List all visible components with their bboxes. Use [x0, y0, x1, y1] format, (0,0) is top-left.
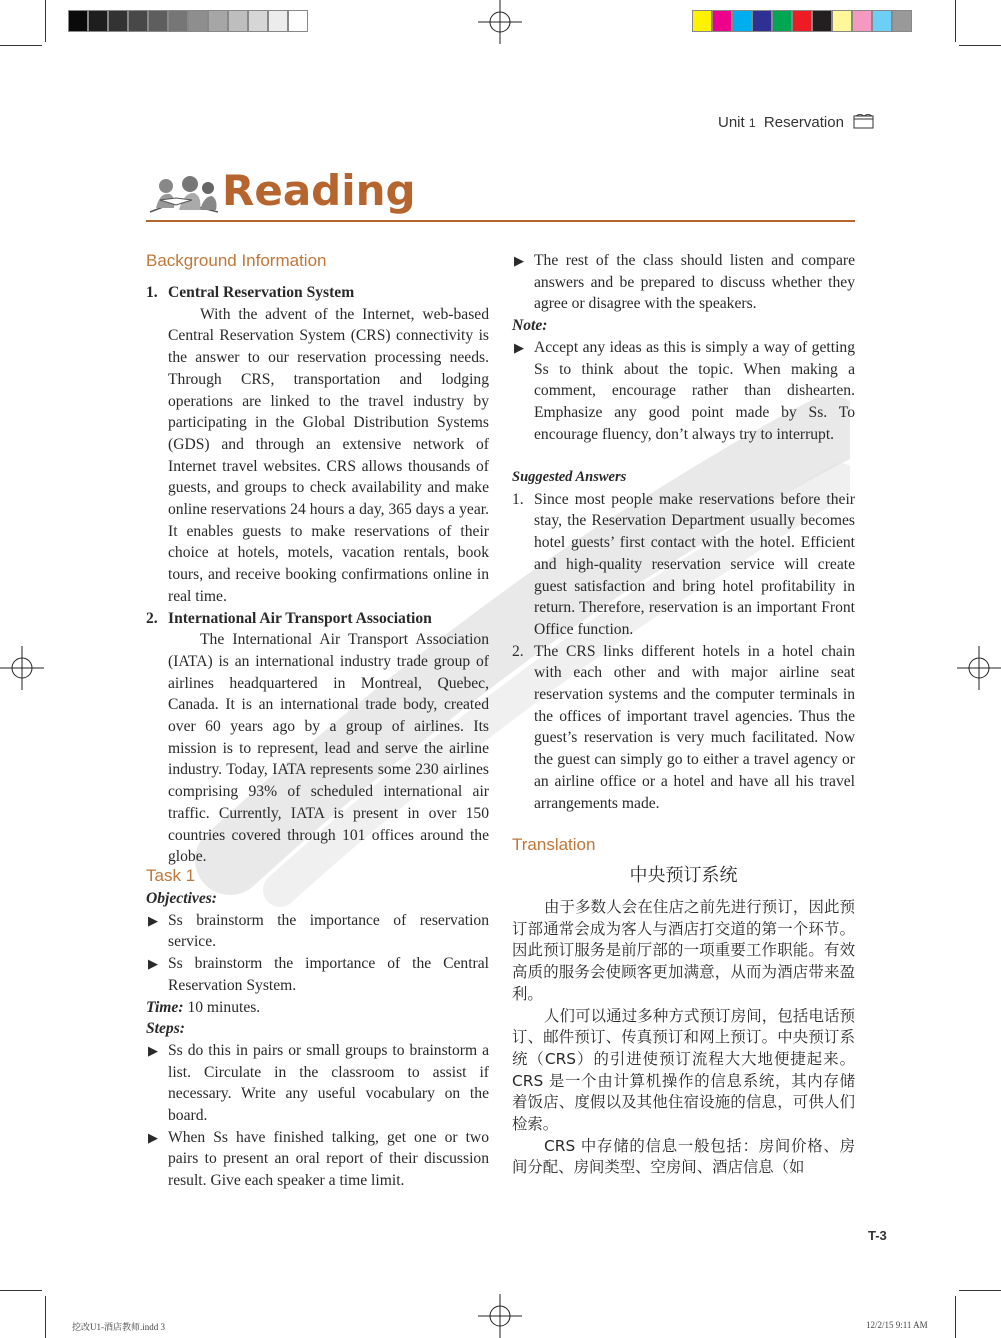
background-heading: Background Information	[146, 251, 327, 270]
item-title: Central Reservation System	[168, 284, 355, 301]
registration-mark-top	[478, 0, 522, 44]
running-head-unit: Unit	[718, 114, 745, 131]
item-text: The International Air Transport Association (IATA) is an international industry trade group of airlines headquartered in Montreal, Quebec, Canada. It is an international trade body, created over 60 years ago by a group of airlines. Its mission is to represent, lead and serve the airline industry. Today, IATA represents some 230 airlines comprising 93% of scheduled international air traffic. Currently, IATA is present in over 150 countries covered through 101 offices around the globe.	[168, 631, 489, 866]
registration-mark-left	[0, 646, 44, 690]
registration-mark-bottom	[478, 1294, 522, 1338]
slug-date: 12/2/15 9:11 AM	[866, 1320, 928, 1330]
note-text: Accept any ideas as this is simply a way of getting Ss to think about the topic. When making a comment, encourage rather than dishearten. Emphasize any good point made by Ss. To encourage fluency, don’t always try to interrupt.	[534, 338, 855, 443]
section-title: Reading	[222, 166, 416, 215]
step-text: When Ss have finished talking, get one or two pairs to present an oral report of their discussion result. Give each speaker a time limit.	[168, 1128, 489, 1190]
running-head-unit-number: 1	[748, 116, 756, 130]
translation-title: 中央预订系统	[629, 865, 738, 886]
time-line	[146, 997, 489, 1019]
item-number: 2.	[146, 609, 158, 627]
translation-paragraph: CRS 中存储的信息一般包括：房间价格、房间分配、房间类型、空房间、酒店信息（如	[512, 1136, 855, 1177]
note-label: Note:	[512, 317, 548, 335]
step-item: ▶ The rest of the class should listen and compare answers and be prepared to discuss whether they agree or disagree with the speakers.	[512, 250, 855, 315]
item-text: With the advent of the Internet, web-based Central Reservation System (CRS) connectivity is the answer to our reservation processing needs. Through CRS, transportation and lodging operations are linked to the travel industry by participating in the Global Distribution Systems (GDS) and through an extensive network of Internet travel websites. CRS allows thousands of guests, and groups to check availability and make online reservations 24 hours a day, 365 days a year. It enables guests to make reservations of their choice at hotels, motels, vacation rentals, book tours, and receive booking confirmations online in real time.	[168, 305, 489, 605]
translation-section	[512, 863, 855, 1179]
running-head-title: Reservation	[763, 114, 844, 131]
students-reading-icon	[146, 172, 222, 218]
objective-item: ▶ Ss brainstorm the importance of reservation service.	[146, 910, 489, 953]
steps-label: Steps:	[146, 1020, 185, 1038]
title-rule	[146, 220, 855, 222]
background-item	[146, 282, 489, 608]
item-title: International Air Transport Association	[168, 609, 432, 627]
background-item	[146, 608, 489, 868]
objective-item: ▶ Ss brainstorm the importance of the Central Reservation System.	[146, 953, 489, 996]
book-icon	[852, 112, 876, 130]
registration-mark-right	[957, 646, 1001, 690]
running-head	[718, 112, 876, 131]
time-label: Time:	[146, 998, 184, 1016]
step-item: ▶ When Ss have finished talking, get one or two pairs to present an oral report of their discussion result. Give each speaker a time limit.	[146, 1127, 489, 1192]
background-section	[146, 282, 489, 868]
step-text: The rest of the class should listen and compare answers and be prepared to discuss whether they agree or disagree with the speakers.	[534, 252, 855, 313]
answer-item	[512, 489, 855, 641]
answers-label: Suggested Answers	[512, 469, 627, 485]
translation-heading: Translation	[512, 835, 596, 854]
answer-item	[512, 641, 855, 815]
translation-paragraph: 人们可以通过多种方式预订房间，包括电话预订、邮件预订、传真预订和网上预订。中央预订系统（CRS）的引进使预订流程大大地便捷起来。CRS 是一个由计算机操作的信息系统，其内存储着饭店、度假以及其他住宿设施的信息，可供人们检索。	[512, 1006, 855, 1134]
step-item: ▶ Ss do this in pairs or small groups to brainstorm a list. Circulate in the classroom to assist if necessary. Write any useful vocabulary on the board.	[146, 1040, 489, 1127]
page-number: T-3	[868, 1228, 887, 1243]
answer-text: The CRS links different hotels in a hotel chain with each other and with major airline seat reservation systems and the computer terminals in the offices of important travel agencies. Thus the guest’s reservation is very much facilitated. Now the guest can simply go to either a travel agency or an airline office or a hotel and have all his travel arrangements made.	[534, 642, 855, 812]
item-number: 1.	[146, 284, 158, 301]
answer-number: 1.	[512, 490, 524, 508]
task1-section	[146, 888, 489, 1192]
slug-filename: 挖改U1-酒店教师.indd 3	[72, 1322, 165, 1332]
task1-heading: Task 1	[146, 866, 196, 885]
objectives-label: Objectives:	[146, 890, 218, 907]
objective-text: Ss brainstorm the importance of reservation service.	[168, 911, 489, 951]
answer-text: Since most people make reservations before their stay, the Reservation Department usually becomes hotel guests’ first contact with the hotel. Efficient and high-quality reservation service will create guest satisfaction and bring hotel profitability in return. Therefore, reservation is an important Front Office function.	[534, 490, 855, 638]
answer-number: 2.	[512, 642, 524, 660]
step-text: Ss do this in pairs or small groups to brainstorm a list. Circulate in the classroom to assist if necessary. Write any useful vocabulary on the board.	[168, 1041, 489, 1125]
objective-text: Ss brainstorm the importance of the Central Reservation System.	[168, 955, 489, 994]
time-value: 10 minutes.	[187, 998, 261, 1016]
note-item: ▶ Accept any ideas as this is simply a way of getting Ss to think about the topic. When making a comment, encourage rather than dishearten. Emphasize any good point made by Ss. To encourage fluency, don’t always try to interrupt.	[512, 337, 855, 446]
task1-continued	[512, 250, 855, 445]
suggested-answers	[512, 467, 855, 814]
translation-paragraph: 由于多数人会在住店之前先进行预订，因此预订部通常会成为客人与酒店打交道的第一个环节。因此预订服务是前厅部的一项重要工作职能。有效高质的服务会使顾客更加满意，从而为酒店带来盈利。	[512, 898, 855, 1003]
